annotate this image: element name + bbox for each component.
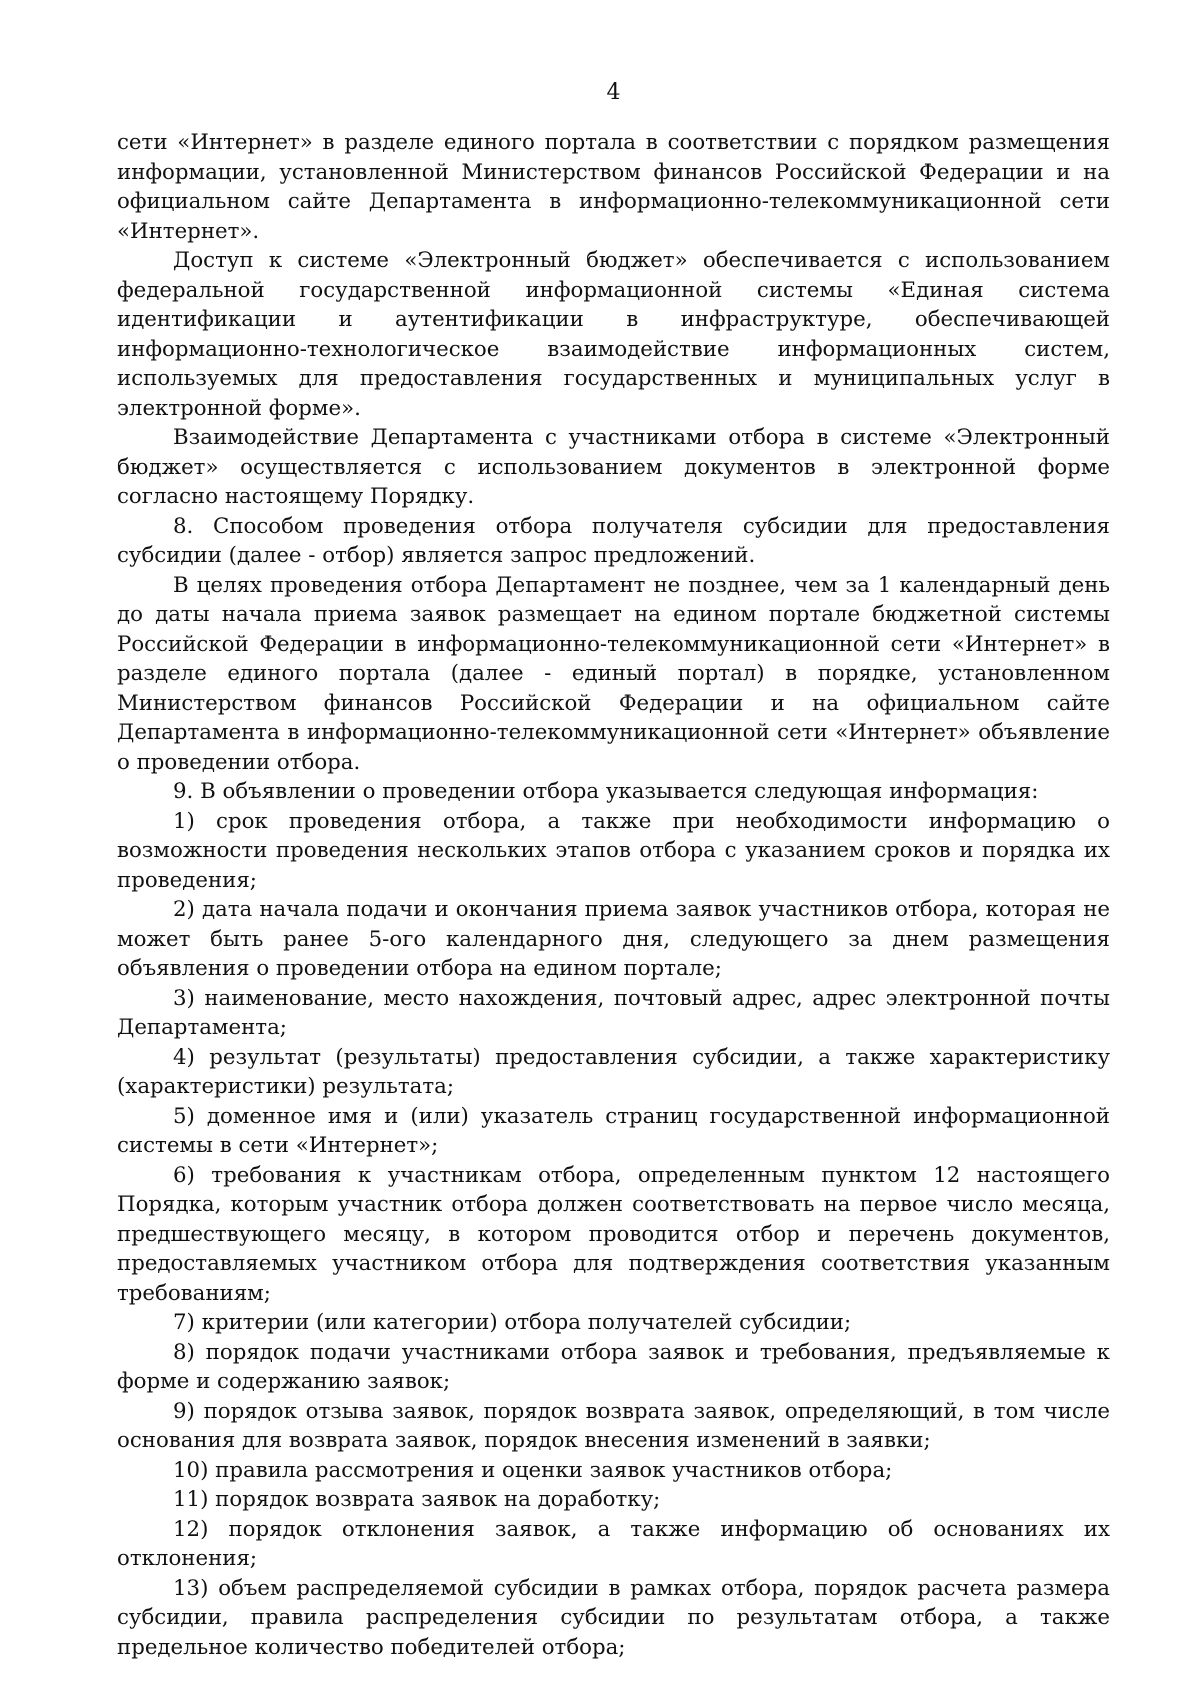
paragraph-item-9: 9. В объявлении о проведении отбора указывается следующая информация:	[173, 779, 1039, 804]
paragraph-interaction: Взаимодействие Департамента с участниками отбора в системе «Электронный бюджет» осуществляется с использованием документов в электронной форме согласно настоящему Порядку.	[117, 425, 1110, 509]
list-item-5: 5) доменное имя и (или) указатель страниц государственной информационной системы в сети «Интернет»;	[117, 1103, 1110, 1158]
list-item-11: 11) порядок возврата заявок на доработку;	[173, 1487, 661, 1512]
list-item-1: 1) срок проведения отбора, а также при необходимости информацию о возможности проведения нескольких этапов отбора с указанием сроков и порядка их проведения;	[117, 808, 1110, 893]
list-item-13: 13) объем распределяемой субсидии в рамках отбора, порядок расчета размера субсидии, правила распределения субсидии по результатам отбора, а также предельное количество победителей отбора;	[117, 1575, 1110, 1660]
list-item-4: 4) результат (результаты) предоставления субсидии, а также характеристику (характеристики) результата;	[117, 1044, 1110, 1099]
list-item-12: 12) порядок отклонения заявок, а также информацию об основаниях их отклонения;	[117, 1516, 1110, 1571]
list-item-9: 9) порядок отзыва заявок, порядок возврата заявок, определяющий, в том числе основания для возврата заявок, порядок внесения изменений в заявки;	[117, 1398, 1110, 1453]
document-page	[117, 76, 1110, 1662]
page-number: 4	[606, 80, 621, 105]
paragraph-access-system: Доступ к системе «Электронный бюджет» обеспечивается с использованием федеральной государственной информационной системы «Единая система идентификации и аутентификации в инфраструктуре, обеспечивающей информационно-технологическое взаимодействие информационных систем, используемых для предоставления государственных и муниципальных услуг в электронной форме».	[117, 248, 1110, 421]
list-item-2: 2) дата начала подачи и окончания приема заявок участников отбора, которая не может быть ранее 5-ого календарного дня, следующего за днем размещения объявления о проведении отбора на едином портале;	[117, 897, 1110, 981]
paragraph-selection-purpose: В целях проведения отбора Департамент не позднее, чем за 1 календарный день до даты начала приема заявок размещает на едином портале бюджетной системы Российской Федерации в информационно-телекоммуникационной сети «Интернет» в разделе единого портала (далее - единый портал) в порядке, установленном Министерством финансов Российской Федерации и на официальном сайте Департамента в информационно-телекоммуникационной сети «Интернет» объявление о проведении отбора.	[117, 572, 1110, 775]
list-item-8: 8) порядок подачи участниками отбора заявок и требования, предъявляемые к форме и содержанию заявок;	[117, 1339, 1110, 1394]
list-item-7: 7) критерии (или категории) отбора получателей субсидии;	[173, 1310, 852, 1335]
list-item-10: 10) правила рассмотрения и оценки заявок участников отбора;	[173, 1457, 893, 1483]
paragraph-continuation: сети «Интернет» в разделе единого портала в соответствии с порядком размещения информации, установленной Министерством финансов Российской Федерации и на официальном сайте Департамента в информационно-телекоммуникационной сети «Интернет».	[117, 130, 1110, 244]
list-item-6: 6) требования к участникам отбора, определенным пунктом 12 настоящего Порядка, которым участник отбора должен соответствовать на первое число месяца, предшествующего месяцу, в котором проводится отбор и перечень документов, предоставляемых участником отбора для подтверждения соответствия указанным требованиям;	[117, 1162, 1110, 1306]
paragraph-item-8: 8. Способом проведения отбора получателя субсидии для предоставления субсидии (далее - отбор) является запрос предложений.	[117, 513, 1110, 568]
list-item-3: 3) наименование, место нахождения, почтовый адрес, адрес электронной почты Департамента;	[117, 985, 1110, 1040]
